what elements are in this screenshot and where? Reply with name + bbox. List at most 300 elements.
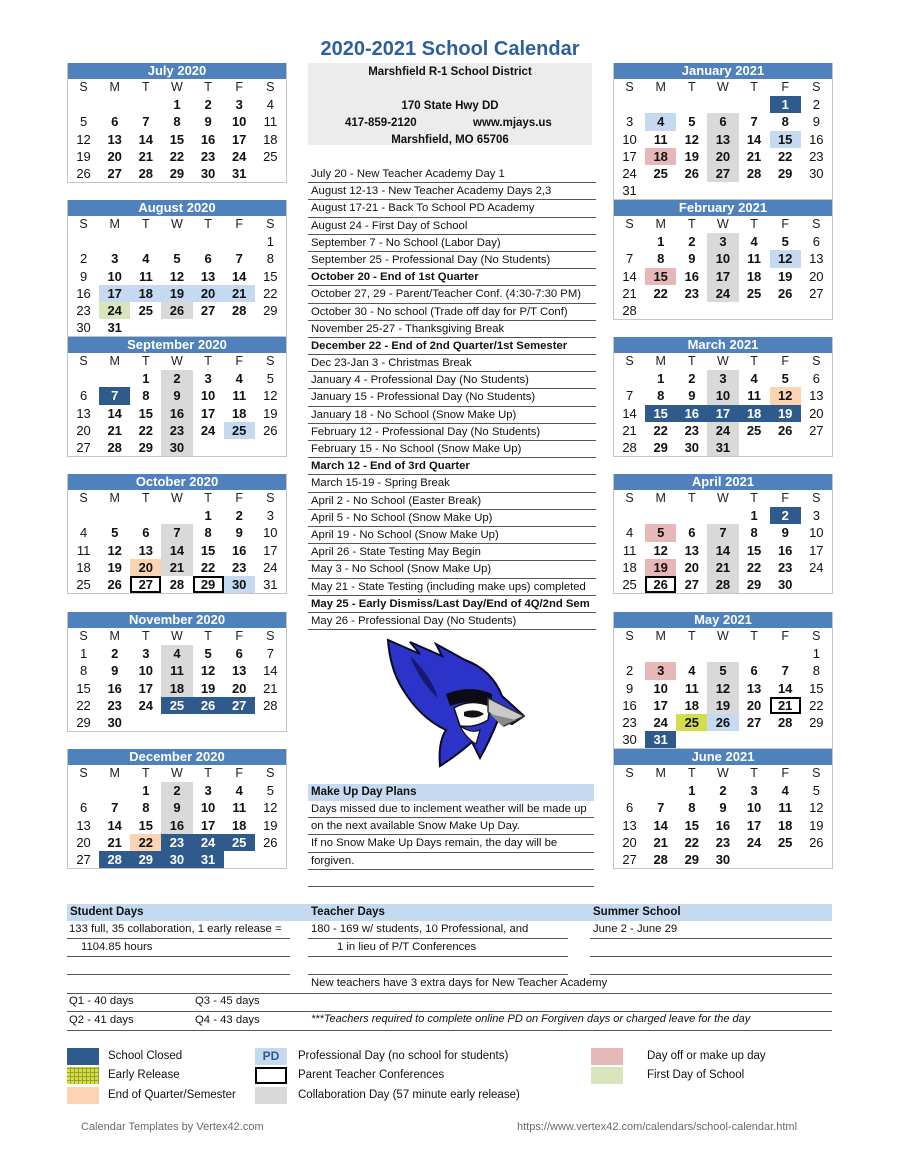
month-title: March 2021 xyxy=(614,337,832,353)
day-cell: 3 xyxy=(235,97,243,113)
weekday-header: F xyxy=(235,629,243,644)
weekday-header: W xyxy=(717,629,729,644)
day-cell: 24 xyxy=(99,302,130,319)
day-cell: 16 xyxy=(200,131,216,147)
day-cell: 26 xyxy=(107,577,122,593)
day-cell: 31 xyxy=(622,183,637,199)
event-item: January 15 - Professional Day (No Students) xyxy=(308,389,596,406)
day-cell: 13 xyxy=(107,131,122,147)
weekday-header: S xyxy=(79,217,88,232)
day-cell: 9 xyxy=(625,680,634,696)
weekday-header: T xyxy=(750,491,758,506)
day-cell: 4 xyxy=(625,525,634,541)
day-cell: 10 xyxy=(107,268,122,284)
day-cell: 1 xyxy=(266,234,274,250)
day-cell: 16 xyxy=(161,405,192,422)
footer-url[interactable]: https://www.vertex42.com/calendars/school-calendar.html xyxy=(517,1121,798,1133)
day-cell: 6 xyxy=(111,114,119,130)
day-cell: 29 xyxy=(138,440,154,456)
month-april-2021 xyxy=(613,474,833,594)
day-cell: 15 xyxy=(138,817,154,833)
day-cell: 27 xyxy=(224,697,255,714)
day-cell: 7 xyxy=(235,251,243,267)
day-cell: 11 xyxy=(747,251,761,267)
day-cell: 25 xyxy=(138,303,154,319)
day-cell: 13 xyxy=(622,817,637,833)
empty-cell xyxy=(161,233,192,250)
day-cell: 13 xyxy=(231,663,247,679)
day-cell: 20 xyxy=(684,559,700,575)
weekday-header: S xyxy=(812,217,821,232)
divider xyxy=(67,956,290,957)
student-days-hours: 1104.85 hours xyxy=(81,941,153,953)
weekday-header: S xyxy=(812,766,821,781)
empty-cell xyxy=(614,370,645,387)
day-cell: 21 xyxy=(746,148,762,164)
day-cell: 27 xyxy=(76,440,91,456)
day-cell: 17 xyxy=(200,817,216,833)
day-cell: 9 xyxy=(111,663,119,679)
event-item: January 18 - No School (Snow Make Up) xyxy=(308,407,596,424)
day-cell: 3 xyxy=(645,662,676,679)
empty-cell xyxy=(614,233,645,250)
day-cell: 30 xyxy=(715,852,731,868)
day-cell: 4 xyxy=(688,663,696,679)
day-cell: 18 xyxy=(739,405,770,422)
day-cell: 22 xyxy=(653,285,668,301)
day-cell: 14 xyxy=(161,542,192,559)
day-cell: 7 xyxy=(625,251,634,267)
weekday-header: M xyxy=(655,217,666,232)
weekday-header: F xyxy=(235,491,243,506)
day-cell: 4 xyxy=(645,113,676,130)
weekday-header: W xyxy=(171,217,183,232)
weekday-header: F xyxy=(781,354,789,369)
day-cell: 20 xyxy=(76,834,91,850)
month-december-2020 xyxy=(67,749,287,869)
day-cell: 11 xyxy=(778,800,793,816)
day-cell: 3 xyxy=(204,783,212,799)
day-cell: 5 xyxy=(204,646,212,662)
day-cell: 5 xyxy=(688,114,696,130)
day-cell: 18 xyxy=(263,131,278,147)
day-cell: 17 xyxy=(707,268,738,285)
month-may-2021 xyxy=(613,612,833,749)
day-cell: 17 xyxy=(622,148,637,164)
day-cell: 5 xyxy=(707,662,738,679)
event-item: May 25 - Early Dismiss/Last Day/End of 4Q/2nd Sem xyxy=(308,596,596,613)
day-cell: 27 xyxy=(622,852,637,868)
event-item: August 24 - First Day of School xyxy=(308,218,596,235)
empty-cell xyxy=(99,782,130,799)
day-cell: 23 xyxy=(76,303,91,319)
weekday-header: F xyxy=(781,766,789,781)
month-title: January 2021 xyxy=(614,63,832,79)
day-cell: 21 xyxy=(138,148,154,164)
day-cell: 10 xyxy=(200,388,216,404)
weekday-header: S xyxy=(812,354,821,369)
day-cell: 6 xyxy=(812,371,820,387)
day-cell: 19 xyxy=(684,148,700,164)
month-grid xyxy=(68,490,286,593)
day-cell: 21 xyxy=(107,422,122,438)
day-cell: 19 xyxy=(770,405,801,422)
day-cell: 25 xyxy=(76,577,91,593)
event-item: April 19 - No School (Snow Make Up) xyxy=(308,527,596,544)
day-cell: 13 xyxy=(746,680,762,696)
weekday-header: F xyxy=(235,766,243,781)
month-grid xyxy=(68,79,286,182)
day-cell: 4 xyxy=(750,234,758,250)
day-cell: 18 xyxy=(746,268,762,284)
day-cell: 11 xyxy=(76,542,91,558)
divider xyxy=(67,1030,832,1031)
day-cell: 25 xyxy=(653,166,668,182)
weekday-header: S xyxy=(266,491,275,506)
day-cell: 29 xyxy=(193,576,224,593)
empty-cell xyxy=(614,782,645,799)
day-cell: 14 xyxy=(107,405,122,421)
day-cell: 17 xyxy=(231,131,247,147)
day-cell: 30 xyxy=(684,440,700,456)
day-cell: 19 xyxy=(645,559,676,576)
day-cell: 22 xyxy=(130,834,161,851)
weekday-header: S xyxy=(266,766,275,781)
day-cell: 15 xyxy=(746,542,762,558)
day-cell: 4 xyxy=(142,251,150,267)
day-cell: 30 xyxy=(622,732,637,748)
day-cell: 1 xyxy=(79,646,88,662)
day-cell: 12 xyxy=(653,542,668,558)
weekday-header: F xyxy=(235,217,243,232)
day-cell: 19 xyxy=(263,817,278,833)
day-cell: 21 xyxy=(707,559,738,576)
day-cell: 6 xyxy=(812,234,820,250)
day-cell: 17 xyxy=(99,285,130,302)
day-cell: 6 xyxy=(688,525,696,541)
day-cell: 19 xyxy=(161,285,192,302)
month-grid xyxy=(68,353,286,456)
day-cell: 19 xyxy=(809,817,824,833)
day-cell: 12 xyxy=(707,680,738,697)
legend-pd-label: Professional Day (no school for students) xyxy=(298,1050,509,1062)
day-cell: 19 xyxy=(200,680,216,696)
day-cell: 23 xyxy=(684,422,700,438)
weekday-header: T xyxy=(750,217,758,232)
day-cell: 8 xyxy=(750,525,758,541)
day-cell: 26 xyxy=(777,422,793,438)
empty-cell xyxy=(68,233,99,250)
day-cell: 17 xyxy=(746,817,762,833)
event-item: September 7 - No School (Labor Day) xyxy=(308,235,596,252)
day-cell: 4 xyxy=(235,783,243,799)
weekday-header: S xyxy=(79,354,88,369)
weekday-header: F xyxy=(781,217,789,232)
month-september-2020 xyxy=(67,337,287,457)
day-cell: 14 xyxy=(653,817,668,833)
day-cell: 16 xyxy=(809,131,824,147)
day-cell: 29 xyxy=(809,715,824,731)
weekday-header: S xyxy=(812,80,821,95)
day-cell: 2 xyxy=(235,508,243,524)
day-cell: 2 xyxy=(688,234,696,250)
event-item: April 5 - No School (Snow Make Up) xyxy=(308,510,596,527)
day-cell: 27 xyxy=(809,285,824,301)
event-item: August 12-13 - New Teacher Academy Days 2,3 xyxy=(308,183,596,200)
day-cell: 24 xyxy=(200,422,216,438)
weekday-header: S xyxy=(625,354,634,369)
day-cell: 8 xyxy=(657,251,665,267)
weekday-header: M xyxy=(109,629,120,644)
event-item: January 4 - Professional Day (No Students) xyxy=(308,372,596,389)
district-website[interactable]: www.mjays.us xyxy=(473,117,552,129)
weekday-header: T xyxy=(141,766,150,781)
day-cell: 22 xyxy=(684,834,700,850)
weekday-header: S xyxy=(79,491,88,506)
day-cell: 10 xyxy=(746,800,762,816)
month-grid xyxy=(614,628,832,748)
month-july-2020 xyxy=(67,63,287,183)
day-cell: 28 xyxy=(99,851,130,868)
day-cell: 28 xyxy=(622,440,637,456)
divider xyxy=(308,938,568,939)
day-cell: 28 xyxy=(777,715,793,731)
day-cell: 23 xyxy=(231,559,247,575)
day-cell: 20 xyxy=(76,422,91,438)
day-cell: 2 xyxy=(719,783,727,799)
day-cell: 5 xyxy=(111,525,119,541)
day-cell: 31 xyxy=(107,320,122,336)
weekday-header: T xyxy=(204,766,212,781)
weekday-header: T xyxy=(687,491,696,506)
day-cell: 27 xyxy=(809,422,824,438)
event-item: April 26 - State Testing May Begin xyxy=(308,544,596,561)
day-cell: 11 xyxy=(232,388,247,404)
day-cell: 13 xyxy=(76,817,91,833)
day-cell: 18 xyxy=(777,817,793,833)
day-cell: 10 xyxy=(138,663,154,679)
day-cell: 5 xyxy=(781,371,789,387)
quarter-3-days: Q3 - 45 days xyxy=(195,995,260,1007)
day-cell: 25 xyxy=(224,422,255,439)
weekday-header: W xyxy=(171,629,183,644)
footer-credit[interactable]: Calendar Templates by Vertex42.com xyxy=(81,1121,264,1133)
day-cell: 3 xyxy=(707,370,738,387)
makeup-line: Days missed due to inclement weather will be made up xyxy=(308,801,594,818)
day-cell: 1 xyxy=(812,646,820,662)
day-cell: 28 xyxy=(138,166,154,182)
day-cell: 15 xyxy=(263,268,278,284)
empty-cell xyxy=(645,782,676,799)
event-list xyxy=(308,166,596,630)
empty-cell xyxy=(614,96,645,113)
weekday-header: S xyxy=(625,629,634,644)
student-days-total: 133 full, 35 collaboration, 1 early release = xyxy=(69,923,282,935)
day-cell: 16 xyxy=(107,680,122,696)
day-cell: 9 xyxy=(161,387,192,404)
weekday-header: T xyxy=(204,354,212,369)
divider xyxy=(308,956,568,957)
event-item: March 12 - End of 3rd Quarter xyxy=(308,458,596,475)
weekday-header: T xyxy=(141,491,150,506)
weekday-header: W xyxy=(717,217,729,232)
day-cell: 2 xyxy=(161,370,192,387)
month-november-2020 xyxy=(67,612,287,732)
day-cell: 3 xyxy=(625,114,634,130)
day-cell: 1 xyxy=(204,508,212,524)
day-cell: 2 xyxy=(204,97,212,113)
event-item: May 3 - No School (Snow Make Up) xyxy=(308,561,596,578)
weekday-header: T xyxy=(141,80,150,95)
day-cell: 10 xyxy=(263,525,278,541)
weekday-header: M xyxy=(655,491,666,506)
weekday-header: S xyxy=(625,766,634,781)
event-item: April 2 - No School (Easter Break) xyxy=(308,493,596,510)
day-cell: 12 xyxy=(169,268,185,284)
day-cell: 14 xyxy=(746,131,762,147)
day-cell: 22 xyxy=(200,559,216,575)
day-cell: 23 xyxy=(715,834,731,850)
event-item: February 12 - Professional Day (No Students) xyxy=(308,424,596,441)
day-cell: 9 xyxy=(812,114,820,130)
day-cell: 5 xyxy=(266,371,274,387)
legend-ptc-label: Parent Teacher Conferences xyxy=(298,1069,445,1081)
day-cell: 2 xyxy=(79,251,88,267)
district-address: 170 State Hwy DD xyxy=(401,100,499,112)
empty-cell xyxy=(676,645,707,662)
day-cell: 27 xyxy=(707,165,738,182)
day-cell: 20 xyxy=(622,834,637,850)
day-cell: 7 xyxy=(781,663,789,679)
day-cell: 7 xyxy=(750,114,758,130)
day-cell: 10 xyxy=(622,131,637,147)
day-cell: 7 xyxy=(161,524,192,541)
empty-cell xyxy=(99,507,130,524)
month-title: April 2021 xyxy=(614,474,832,490)
day-cell: 3 xyxy=(266,508,274,524)
makeup-day-plans xyxy=(308,784,594,887)
day-cell: 7 xyxy=(625,388,634,404)
day-cell: 14 xyxy=(263,663,278,679)
day-cell: 1 xyxy=(688,783,696,799)
day-cell: 9 xyxy=(204,114,212,130)
day-cell: 16 xyxy=(715,817,731,833)
day-cell: 27 xyxy=(130,576,161,593)
day-cell: 9 xyxy=(781,525,789,541)
event-item: May 26 - Professional Day (No Students) xyxy=(308,613,596,630)
day-cell: 29 xyxy=(169,166,185,182)
day-cell: 16 xyxy=(777,542,793,558)
day-cell: 10 xyxy=(707,250,738,267)
weekday-header: F xyxy=(781,491,789,506)
day-cell: 20 xyxy=(809,268,824,284)
day-cell: 18 xyxy=(130,285,161,302)
day-cell: 30 xyxy=(200,166,216,182)
day-cell: 17 xyxy=(263,542,278,558)
district-name: Marshfield R-1 School District xyxy=(368,66,532,78)
weekday-header: M xyxy=(655,766,666,781)
empty-cell xyxy=(99,233,130,250)
day-cell: 21 xyxy=(653,834,668,850)
empty-cell xyxy=(130,96,161,113)
day-cell: 15 xyxy=(169,131,185,147)
day-cell: 6 xyxy=(625,800,634,816)
day-cell: 17 xyxy=(200,405,216,421)
day-cell: 15 xyxy=(809,680,824,696)
day-cell: 8 xyxy=(79,663,88,679)
weekday-header: F xyxy=(781,80,789,95)
day-cell: 29 xyxy=(684,852,700,868)
day-cell: 27 xyxy=(200,303,216,319)
day-cell: 13 xyxy=(809,388,824,404)
day-cell: 1 xyxy=(750,508,758,524)
day-cell: 26 xyxy=(76,166,91,182)
weekday-header: T xyxy=(750,354,758,369)
day-cell: 26 xyxy=(263,422,278,438)
month-march-2021 xyxy=(613,337,833,457)
day-cell: 12 xyxy=(107,542,122,558)
teacher-days-header: Teacher Days xyxy=(308,904,590,921)
legend-swatch-early-release xyxy=(67,1067,99,1084)
month-grid xyxy=(68,216,286,336)
weekday-header: T xyxy=(750,629,758,644)
quarter-1-days: Q1 - 40 days xyxy=(69,995,134,1007)
day-cell: 4 xyxy=(79,525,88,541)
summer-school-header: Summer School xyxy=(590,904,832,921)
day-cell: 5 xyxy=(173,251,181,267)
day-cell: 13 xyxy=(76,405,91,421)
empty-cell xyxy=(739,645,770,662)
day-cell: 20 xyxy=(746,697,762,713)
weekday-header: T xyxy=(141,629,150,644)
month-grid xyxy=(614,79,832,199)
day-cell: 8 xyxy=(781,114,789,130)
weekday-header: T xyxy=(204,491,212,506)
day-cell: 23 xyxy=(809,148,824,164)
day-cell: 29 xyxy=(263,303,278,319)
day-cell: 15 xyxy=(200,542,216,558)
event-item: August 17-21 - Back To School PD Academy xyxy=(308,200,596,217)
day-cell: 22 xyxy=(777,148,793,164)
day-cell: 29 xyxy=(777,166,793,182)
teacher-pd-note: ***Teachers required to complete online PD on Forgiven days or charged leave for the day xyxy=(311,1013,751,1025)
day-cell: 18 xyxy=(231,405,247,421)
legend-endq-label: End of Quarter/Semester xyxy=(108,1089,236,1101)
weekday-header: T xyxy=(687,80,696,95)
day-cell: 14 xyxy=(622,405,637,421)
day-cell: 13 xyxy=(707,131,738,148)
day-cell: 27 xyxy=(746,715,762,731)
day-cell: 12 xyxy=(684,131,700,147)
day-cell: 26 xyxy=(777,285,793,301)
divider xyxy=(308,974,568,975)
day-cell: 9 xyxy=(161,799,192,816)
makeup-line: forgiven. xyxy=(308,853,594,870)
day-cell: 31 xyxy=(263,577,278,593)
month-title: February 2021 xyxy=(614,200,832,216)
day-cell: 26 xyxy=(684,166,700,182)
month-grid xyxy=(614,216,832,319)
day-cell: 22 xyxy=(138,422,154,438)
day-cell: 28 xyxy=(746,166,762,182)
weekday-header: T xyxy=(750,766,758,781)
month-grid xyxy=(614,765,832,868)
day-cell: 18 xyxy=(161,680,192,697)
day-cell: 18 xyxy=(684,697,700,713)
empty-cell xyxy=(739,96,770,113)
day-cell: 12 xyxy=(770,250,801,267)
day-cell: 26 xyxy=(809,834,824,850)
